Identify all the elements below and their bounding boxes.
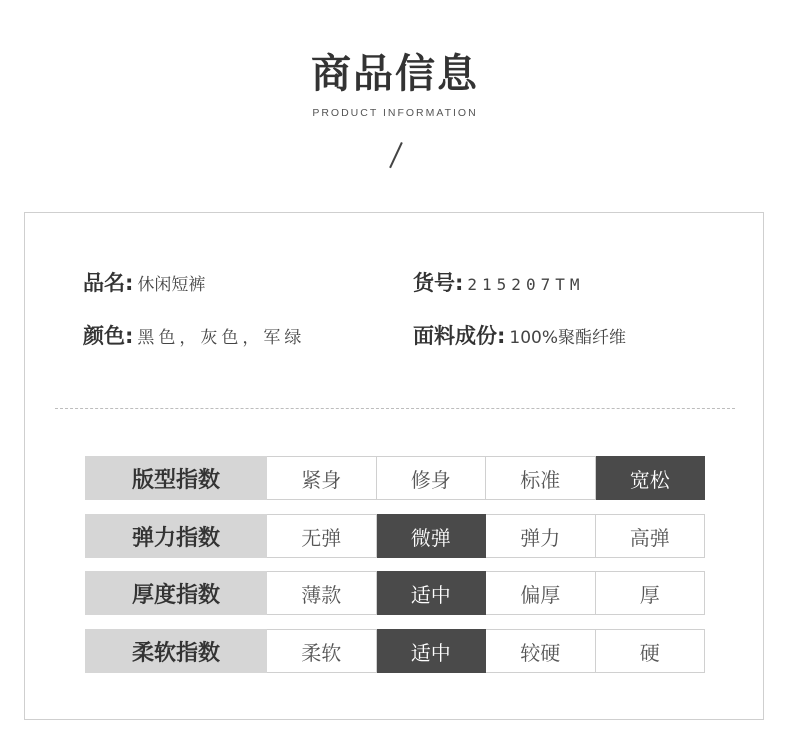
attribute-option-selected: 适中 [377,629,487,673]
material-field [413,320,626,350]
attribute-option-selected: 适中 [377,571,487,615]
attribute-label: 厚度指数 [85,571,267,615]
product-name-value: 休闲短裤 [137,275,206,295]
attribute-option: 偏厚 [486,571,596,615]
attribute-option: 高弹 [596,514,706,558]
attribute-row-softness [85,629,705,673]
attribute-row-fit [85,456,705,500]
attribute-option: 硬 [596,629,706,673]
attribute-option: 紧身 [267,456,377,500]
page-title: 商品信息 [311,51,479,97]
sku-label: 货号: [413,271,464,295]
attribute-row-thickness [85,571,705,615]
product-info-card [24,212,764,720]
color-label: 颜色: [83,324,134,348]
color-value: 黑色，灰色，军绿 [137,328,306,348]
attribute-option-selected: 微弹 [377,514,487,558]
page-subtitle: PRODUCT INFORMATION [312,107,478,119]
attribute-option: 修身 [377,456,487,500]
attribute-option-selected: 宽松 [596,456,706,500]
attribute-option: 柔软 [267,629,377,673]
attribute-option: 弹力 [486,514,596,558]
attribute-label: 版型指数 [85,456,267,500]
attribute-row-stretch [85,514,705,558]
material-value: 100%聚酯纤维 [509,328,627,348]
attribute-label: 柔软指数 [85,629,267,673]
attribute-label: 弹力指数 [85,514,267,558]
attribute-option: 厚 [596,571,706,615]
attribute-option: 薄款 [267,571,377,615]
product-name-label: 品名: [83,271,134,295]
material-label: 面料成份: [413,324,506,348]
attribute-option: 较硬 [486,629,596,673]
slash-divider [389,142,402,168]
product-name-field [83,267,205,297]
attribute-option: 标准 [486,456,596,500]
dashed-divider [55,408,735,409]
sku-field [413,267,584,297]
sku-value: 215207TM [467,275,585,294]
attribute-option: 无弹 [267,514,377,558]
color-field [83,320,305,350]
